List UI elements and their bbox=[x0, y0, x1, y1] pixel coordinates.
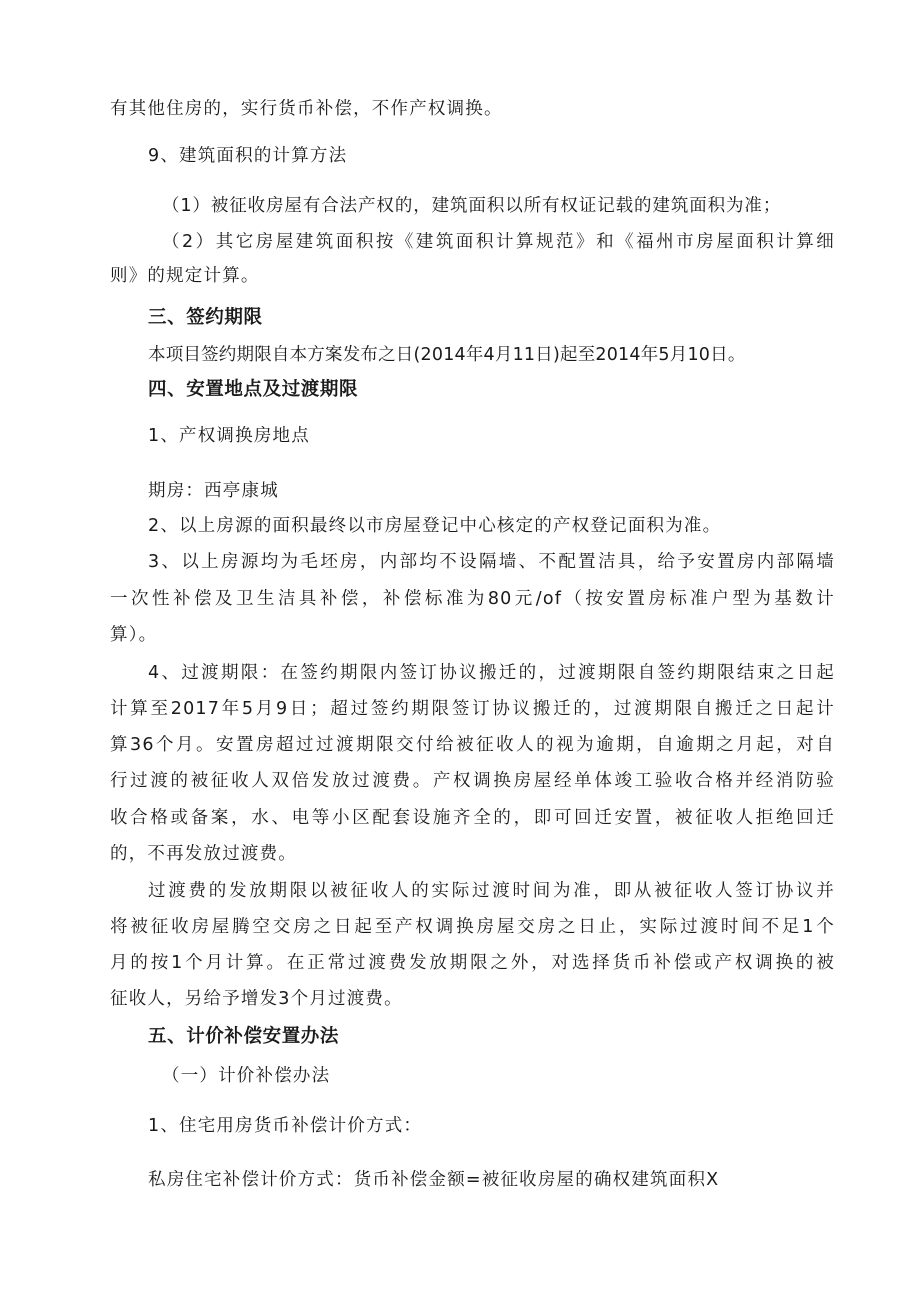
paragraph: 过渡费的发放期限以被征收人的实际过渡时间为准，即从被征收人签订协议并 bbox=[148, 881, 835, 901]
section-heading: 五、计价补偿安置办法 bbox=[148, 1026, 340, 1047]
text-line: 的，不再发放过渡费。 bbox=[110, 844, 297, 864]
text-line: 期房：西亭康城 bbox=[148, 481, 279, 501]
text-line: 则》的规定计算。 bbox=[110, 266, 260, 286]
paragraph: 行过渡的被征收人双倍发放过渡费。产权调换房屋经单体竣工验收合格并经消防验 bbox=[110, 771, 835, 791]
section-item-heading: 1、产权调换房地点 bbox=[148, 426, 310, 446]
subsection-heading: （一）计价补偿办法 bbox=[162, 1066, 331, 1086]
paragraph: 算36个月。安置房超过过渡期限交付给被征收人的视为逾期，自逾期之月起，对自 bbox=[110, 735, 835, 755]
list-item: （2）其它房屋建筑面积按《建筑面积计算规范》和《福州市房屋面积计算细 bbox=[162, 232, 835, 252]
paragraph: 收合格或备案，水、电等小区配套设施齐全的，即可回迁安置，被征收人拒绝回迁 bbox=[110, 808, 835, 828]
paragraph: 4、过渡期限：在签约期限内签订协议搬迁的，过渡期限自签约期限结束之日起 bbox=[148, 663, 835, 683]
section-item-heading: 1、住宅用房货币补偿计价方式： bbox=[148, 1116, 423, 1136]
paragraph: 月的按1个月计算。在正常过渡费发放期限之外，对选择货币补偿或产权调换的被 bbox=[110, 953, 835, 973]
paragraph: 本项目签约期限自本方案发布之日(2014年4月11日)起至2014年5月10日。 bbox=[148, 345, 746, 365]
section-heading: 四、安置地点及过渡期限 bbox=[148, 379, 359, 400]
paragraph: 3、以上房源均为毛坯房，内部均不设隔墙、不配置洁具，给予安置房内部隔墙 bbox=[148, 552, 835, 572]
section-heading: 三、签约期限 bbox=[148, 307, 263, 328]
paragraph: 私房住宅补偿计价方式：货币补偿金额=被征收房屋的确权建筑面积X bbox=[148, 1170, 720, 1190]
paragraph: 计算至2017年5月9日；超过签约期限签订协议搬迁的，过渡期限自搬迁之日起计 bbox=[110, 699, 835, 719]
text-line: 征收人，另给予增发3个月过渡费。 bbox=[110, 989, 403, 1009]
paragraph: 将被征收房屋腾空交房之日起至产权调换房屋交房之日止，实际过渡时间不足1个 bbox=[110, 917, 835, 937]
section-item-heading: 9、建筑面积的计算方法 bbox=[148, 146, 348, 166]
list-item: （1）被征收房屋有合法产权的，建筑面积以所有权证记载的建筑面积为准； bbox=[162, 196, 782, 216]
paragraph: 一次性补偿及卫生洁具补偿，补偿标准为80元/of（按安置房标准户型为基数计 bbox=[110, 589, 835, 609]
paragraph: 2、以上房源的面积最终以市房屋登记中心核定的产权登记面积为准。 bbox=[148, 516, 722, 536]
text-line: 有其他住房的，实行货币补偿，不作产权调换。 bbox=[110, 99, 503, 119]
text-line: 算）。 bbox=[110, 625, 158, 645]
